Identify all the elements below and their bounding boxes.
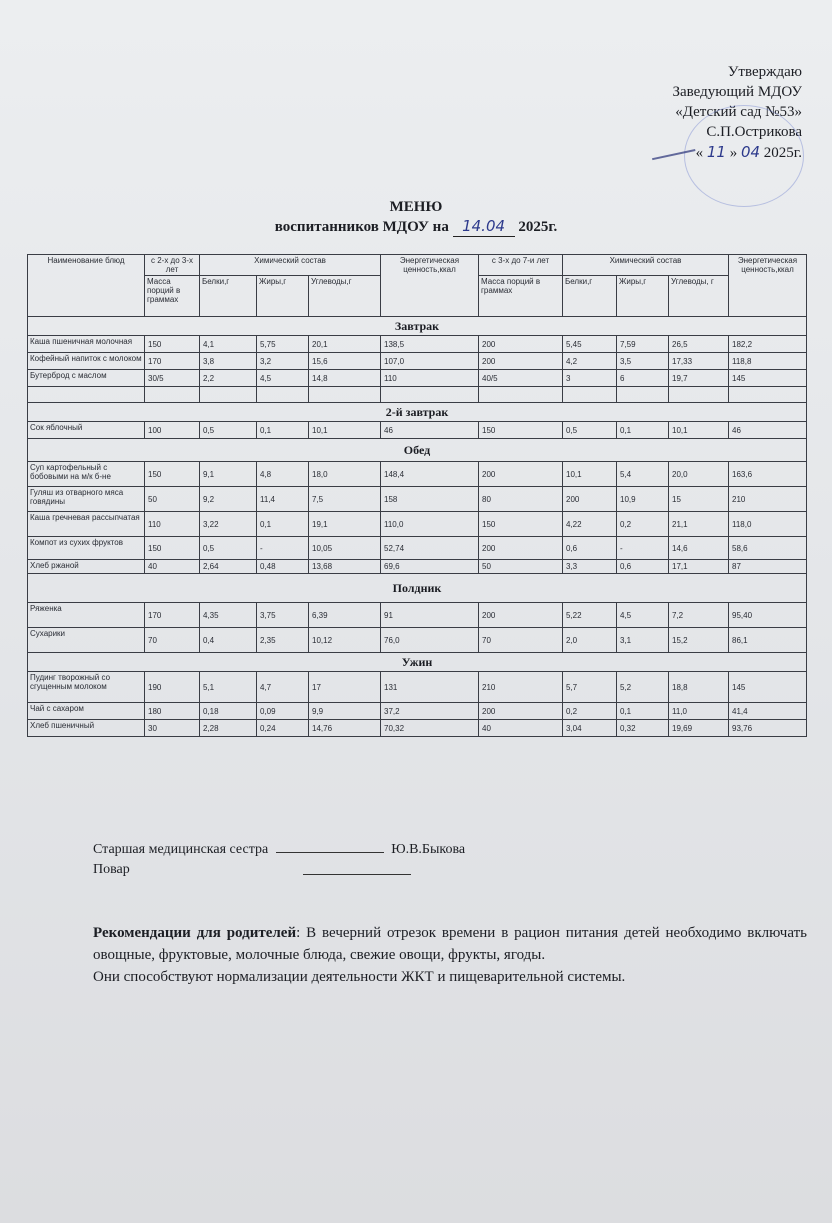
value-cell: 163,6 (729, 462, 807, 487)
menu-date: 14.04 (453, 217, 515, 237)
value-cell: 50 (145, 487, 200, 512)
value-cell: 3,22 (200, 512, 257, 537)
value-cell: 2,2 (200, 370, 257, 387)
value-cell: 3,8 (200, 353, 257, 370)
value-cell: 110 (145, 512, 200, 537)
value-cell: 0,1 (257, 422, 309, 439)
value-cell: 3 (563, 370, 617, 387)
table-header-row (28, 255, 807, 276)
value-cell: 18,8 (669, 672, 729, 703)
value-cell: 9,2 (200, 487, 257, 512)
value-cell: 200 (479, 353, 563, 370)
value-cell: 150 (145, 462, 200, 487)
value-cell: 7,5 (309, 487, 381, 512)
table-row (28, 370, 807, 387)
value-cell: 4,1 (200, 336, 257, 353)
value-cell: 7,59 (617, 336, 669, 353)
col-mass-1: Масса порций в граммах (145, 276, 200, 317)
value-cell: 70 (479, 628, 563, 653)
empty-cell (309, 387, 381, 403)
value-cell: 17 (309, 672, 381, 703)
nurse-signature-line (276, 838, 384, 853)
cook-signature-line (303, 860, 411, 875)
value-cell: 0,1 (257, 512, 309, 537)
approval-org: «Детский сад №53» (675, 104, 802, 120)
section-row (28, 317, 807, 336)
dish-name-cell: Сок яблочный (28, 422, 145, 439)
value-cell: 107,0 (381, 353, 479, 370)
dish-name-cell: Каша гречневая рассыпчатая (28, 512, 145, 537)
section-row (28, 653, 807, 672)
value-cell: 93,76 (729, 720, 807, 737)
col-age-group-1: с 2-х до 3-х лет (145, 255, 200, 276)
value-cell: 3,5 (617, 353, 669, 370)
table-row (28, 720, 807, 737)
value-cell: 17,1 (669, 560, 729, 574)
menu-heading: МЕНЮ (389, 199, 443, 215)
value-cell: 145 (729, 672, 807, 703)
value-cell: 58,6 (729, 537, 807, 560)
table-row (28, 560, 807, 574)
value-cell: 15 (669, 487, 729, 512)
dish-name-cell: Хлеб пшеничный (28, 720, 145, 737)
value-cell: 118,0 (729, 512, 807, 537)
value-cell: 52,74 (381, 537, 479, 560)
table-row (28, 628, 807, 653)
recommendations (93, 922, 807, 988)
recommendations-note: Они способствуют нормализации деятельности ЖКТ и пищеварительной системы. (93, 969, 626, 985)
empty-cell (729, 387, 807, 403)
value-cell: 3,75 (257, 603, 309, 628)
value-cell: 0,5 (200, 537, 257, 560)
value-cell: 3,1 (617, 628, 669, 653)
value-cell: 2,28 (200, 720, 257, 737)
value-cell: 6 (617, 370, 669, 387)
dish-name-cell: Гуляш из отварного мяса говядины (28, 487, 145, 512)
value-cell: 110,0 (381, 512, 479, 537)
value-cell: 0,5 (563, 422, 617, 439)
col-mass-2: Масса порций в граммах (479, 276, 563, 317)
value-cell: 5,75 (257, 336, 309, 353)
approval-day: 11 (706, 143, 726, 161)
empty-cell (145, 387, 200, 403)
section-row (28, 574, 807, 603)
value-cell: 5,22 (563, 603, 617, 628)
value-cell: 100 (145, 422, 200, 439)
col-fat-2: Жиры,г (617, 276, 669, 317)
value-cell: 182,2 (729, 336, 807, 353)
empty-cell (479, 387, 563, 403)
value-cell: 210 (729, 487, 807, 512)
value-cell: - (617, 537, 669, 560)
menu-title (0, 198, 832, 237)
value-cell: 0,32 (617, 720, 669, 737)
value-cell: 30/5 (145, 370, 200, 387)
approval-month: 04 (740, 143, 761, 161)
table-row (28, 512, 807, 537)
value-cell: 170 (145, 603, 200, 628)
value-cell: 10,05 (309, 537, 381, 560)
value-cell: 4,5 (617, 603, 669, 628)
value-cell: 200 (479, 336, 563, 353)
recommendations-paragraph (93, 922, 807, 966)
value-cell: 19,7 (669, 370, 729, 387)
empty-cell (381, 387, 479, 403)
value-cell: 150 (479, 512, 563, 537)
table-row (28, 603, 807, 628)
value-cell: 4,7 (257, 672, 309, 703)
col-chem-1: Химический состав (200, 255, 381, 276)
value-cell: 0,6 (563, 537, 617, 560)
value-cell: 20,0 (669, 462, 729, 487)
value-cell: 0,18 (200, 703, 257, 720)
value-cell: 15,2 (669, 628, 729, 653)
value-cell: 118,8 (729, 353, 807, 370)
value-cell: 110 (381, 370, 479, 387)
value-cell: 95,40 (729, 603, 807, 628)
value-cell: 200 (479, 603, 563, 628)
cook-label: Повар (93, 862, 130, 877)
value-cell: 170 (145, 353, 200, 370)
table-row (28, 336, 807, 353)
value-cell: 26,5 (669, 336, 729, 353)
value-cell: 4,5 (257, 370, 309, 387)
value-cell: 18,0 (309, 462, 381, 487)
dish-name-cell: Суп картофельный с бобовыми на м/к б-не (28, 462, 145, 487)
empty-cell (200, 387, 257, 403)
value-cell: 7,2 (669, 603, 729, 628)
col-energy-1: Энергетическая ценность,ккал (381, 255, 479, 317)
empty-row (28, 387, 807, 403)
cook-signature-row (93, 860, 465, 880)
value-cell: 0,24 (257, 720, 309, 737)
table-row (28, 487, 807, 512)
value-cell: 138,5 (381, 336, 479, 353)
value-cell: 9,9 (309, 703, 381, 720)
value-cell: 69,6 (381, 560, 479, 574)
value-cell: 5,1 (200, 672, 257, 703)
value-cell: 70 (145, 628, 200, 653)
value-cell: - (257, 537, 309, 560)
value-cell: 14,6 (669, 537, 729, 560)
recommendations-text: : В вечерний отрезок времени в рацион питания детей необходимо включать овощные, фруктовые, молочные блюда, свежие овощи, фрукты, ягоды. (93, 925, 807, 963)
value-cell: 2,35 (257, 628, 309, 653)
empty-cell (563, 387, 617, 403)
value-cell: 30 (145, 720, 200, 737)
table-row (28, 462, 807, 487)
value-cell: 87 (729, 560, 807, 574)
empty-cell (257, 387, 309, 403)
section-title: Обед (28, 439, 807, 462)
value-cell: 19,69 (669, 720, 729, 737)
approval-signer: С.П.Острикова (706, 124, 802, 140)
col-protein-1: Белки,г (200, 276, 257, 317)
value-cell: 200 (479, 703, 563, 720)
section-row (28, 439, 807, 462)
col-energy-2: Энергетическая ценность,ккал (729, 255, 807, 317)
value-cell: 145 (729, 370, 807, 387)
value-cell: 50 (479, 560, 563, 574)
section-row (28, 403, 807, 422)
value-cell: 200 (563, 487, 617, 512)
table-row (28, 672, 807, 703)
value-cell: 0,1 (617, 422, 669, 439)
value-cell: 5,45 (563, 336, 617, 353)
value-cell: 46 (381, 422, 479, 439)
value-cell: 14,8 (309, 370, 381, 387)
value-cell: 2,0 (563, 628, 617, 653)
section-title: Ужин (28, 653, 807, 672)
value-cell: 148,4 (381, 462, 479, 487)
dish-name-cell: Пудинг творожный со сгущенным молоком (28, 672, 145, 703)
section-title: 2-й завтрак (28, 403, 807, 422)
value-cell: 86,1 (729, 628, 807, 653)
dish-name-cell: Хлеб ржаной (28, 560, 145, 574)
col-chem-2: Химический состав (563, 255, 729, 276)
dish-name-cell: Ряженка (28, 603, 145, 628)
value-cell: 10,9 (617, 487, 669, 512)
value-cell: 11,4 (257, 487, 309, 512)
col-dish-name: Наименование блюд (28, 255, 145, 317)
value-cell: 37,2 (381, 703, 479, 720)
value-cell: 15,6 (309, 353, 381, 370)
value-cell: 0,48 (257, 560, 309, 574)
value-cell: 0,5 (200, 422, 257, 439)
col-carbs-2: Углеводы, г (669, 276, 729, 317)
value-cell: 4,22 (563, 512, 617, 537)
approval-date: « 11 » 04 2025г. (695, 143, 802, 161)
signatures-block (93, 838, 465, 880)
value-cell: 190 (145, 672, 200, 703)
value-cell: 17,33 (669, 353, 729, 370)
value-cell: 40/5 (479, 370, 563, 387)
value-cell: 40 (479, 720, 563, 737)
value-cell: 10,1 (309, 422, 381, 439)
value-cell: 19,1 (309, 512, 381, 537)
value-cell: 0,2 (563, 703, 617, 720)
nurse-name: Ю.В.Быкова (391, 842, 466, 857)
value-cell: 158 (381, 487, 479, 512)
empty-cell (617, 387, 669, 403)
value-cell: 80 (479, 487, 563, 512)
dish-name-cell: Кофейный напиток с молоком (28, 353, 145, 370)
value-cell: 4,35 (200, 603, 257, 628)
value-cell: 0,09 (257, 703, 309, 720)
nurse-signature-row (93, 838, 465, 860)
value-cell: 0,4 (200, 628, 257, 653)
value-cell: 5,7 (563, 672, 617, 703)
col-age-group-2: с 3-х до 7-и лет (479, 255, 563, 276)
value-cell: 76,0 (381, 628, 479, 653)
value-cell: 10,1 (563, 462, 617, 487)
value-cell: 10,12 (309, 628, 381, 653)
value-cell: 70,32 (381, 720, 479, 737)
table-row (28, 703, 807, 720)
value-cell: 5,2 (617, 672, 669, 703)
value-cell: 20,1 (309, 336, 381, 353)
value-cell: 0,6 (617, 560, 669, 574)
value-cell: 4,8 (257, 462, 309, 487)
menu-table (27, 254, 807, 737)
value-cell: 10,1 (669, 422, 729, 439)
menu-subheading: воспитанников МДОУ на 14.04 2025г. (274, 217, 558, 235)
value-cell: 40 (145, 560, 200, 574)
value-cell: 0,1 (617, 703, 669, 720)
value-cell: 131 (381, 672, 479, 703)
value-cell: 41,4 (729, 703, 807, 720)
stamp-seal (684, 105, 804, 207)
empty-cell (28, 387, 145, 403)
table-row (28, 422, 807, 439)
value-cell: 91 (381, 603, 479, 628)
value-cell: 180 (145, 703, 200, 720)
value-cell: 21,1 (669, 512, 729, 537)
col-fat-1: Жиры,г (257, 276, 309, 317)
nurse-label: Старшая медицинская сестра (93, 842, 269, 857)
value-cell: 150 (145, 336, 200, 353)
value-cell: 150 (145, 537, 200, 560)
empty-cell (669, 387, 729, 403)
dish-name-cell: Компот из сухих фруктов (28, 537, 145, 560)
value-cell: 200 (479, 537, 563, 560)
approval-title: Утверждаю (727, 64, 802, 80)
section-title: Завтрак (28, 317, 807, 336)
value-cell: 5,4 (617, 462, 669, 487)
value-cell: 3,2 (257, 353, 309, 370)
section-title: Полдник (28, 574, 807, 603)
value-cell: 4,2 (563, 353, 617, 370)
approval-position: Заведующий МДОУ (672, 84, 802, 100)
value-cell: 3,3 (563, 560, 617, 574)
recommendations-label: Рекомендации для родителей (93, 925, 297, 941)
value-cell: 2,64 (200, 560, 257, 574)
value-cell: 3,04 (563, 720, 617, 737)
table-row (28, 353, 807, 370)
table-row (28, 537, 807, 560)
col-carbs-1: Углеводы,г (309, 276, 381, 317)
dish-name-cell: Каша пшеничная молочная (28, 336, 145, 353)
col-protein-2: Белки,г (563, 276, 617, 317)
dish-name-cell: Бутерброд с маслом (28, 370, 145, 387)
value-cell: 11,0 (669, 703, 729, 720)
dish-name-cell: Сухарики (28, 628, 145, 653)
value-cell: 200 (479, 462, 563, 487)
value-cell: 46 (729, 422, 807, 439)
value-cell: 150 (479, 422, 563, 439)
value-cell: 13,68 (309, 560, 381, 574)
value-cell: 14,76 (309, 720, 381, 737)
dish-name-cell: Чай с сахаром (28, 703, 145, 720)
value-cell: 210 (479, 672, 563, 703)
value-cell: 0,2 (617, 512, 669, 537)
value-cell: 6,39 (309, 603, 381, 628)
value-cell: 9,1 (200, 462, 257, 487)
